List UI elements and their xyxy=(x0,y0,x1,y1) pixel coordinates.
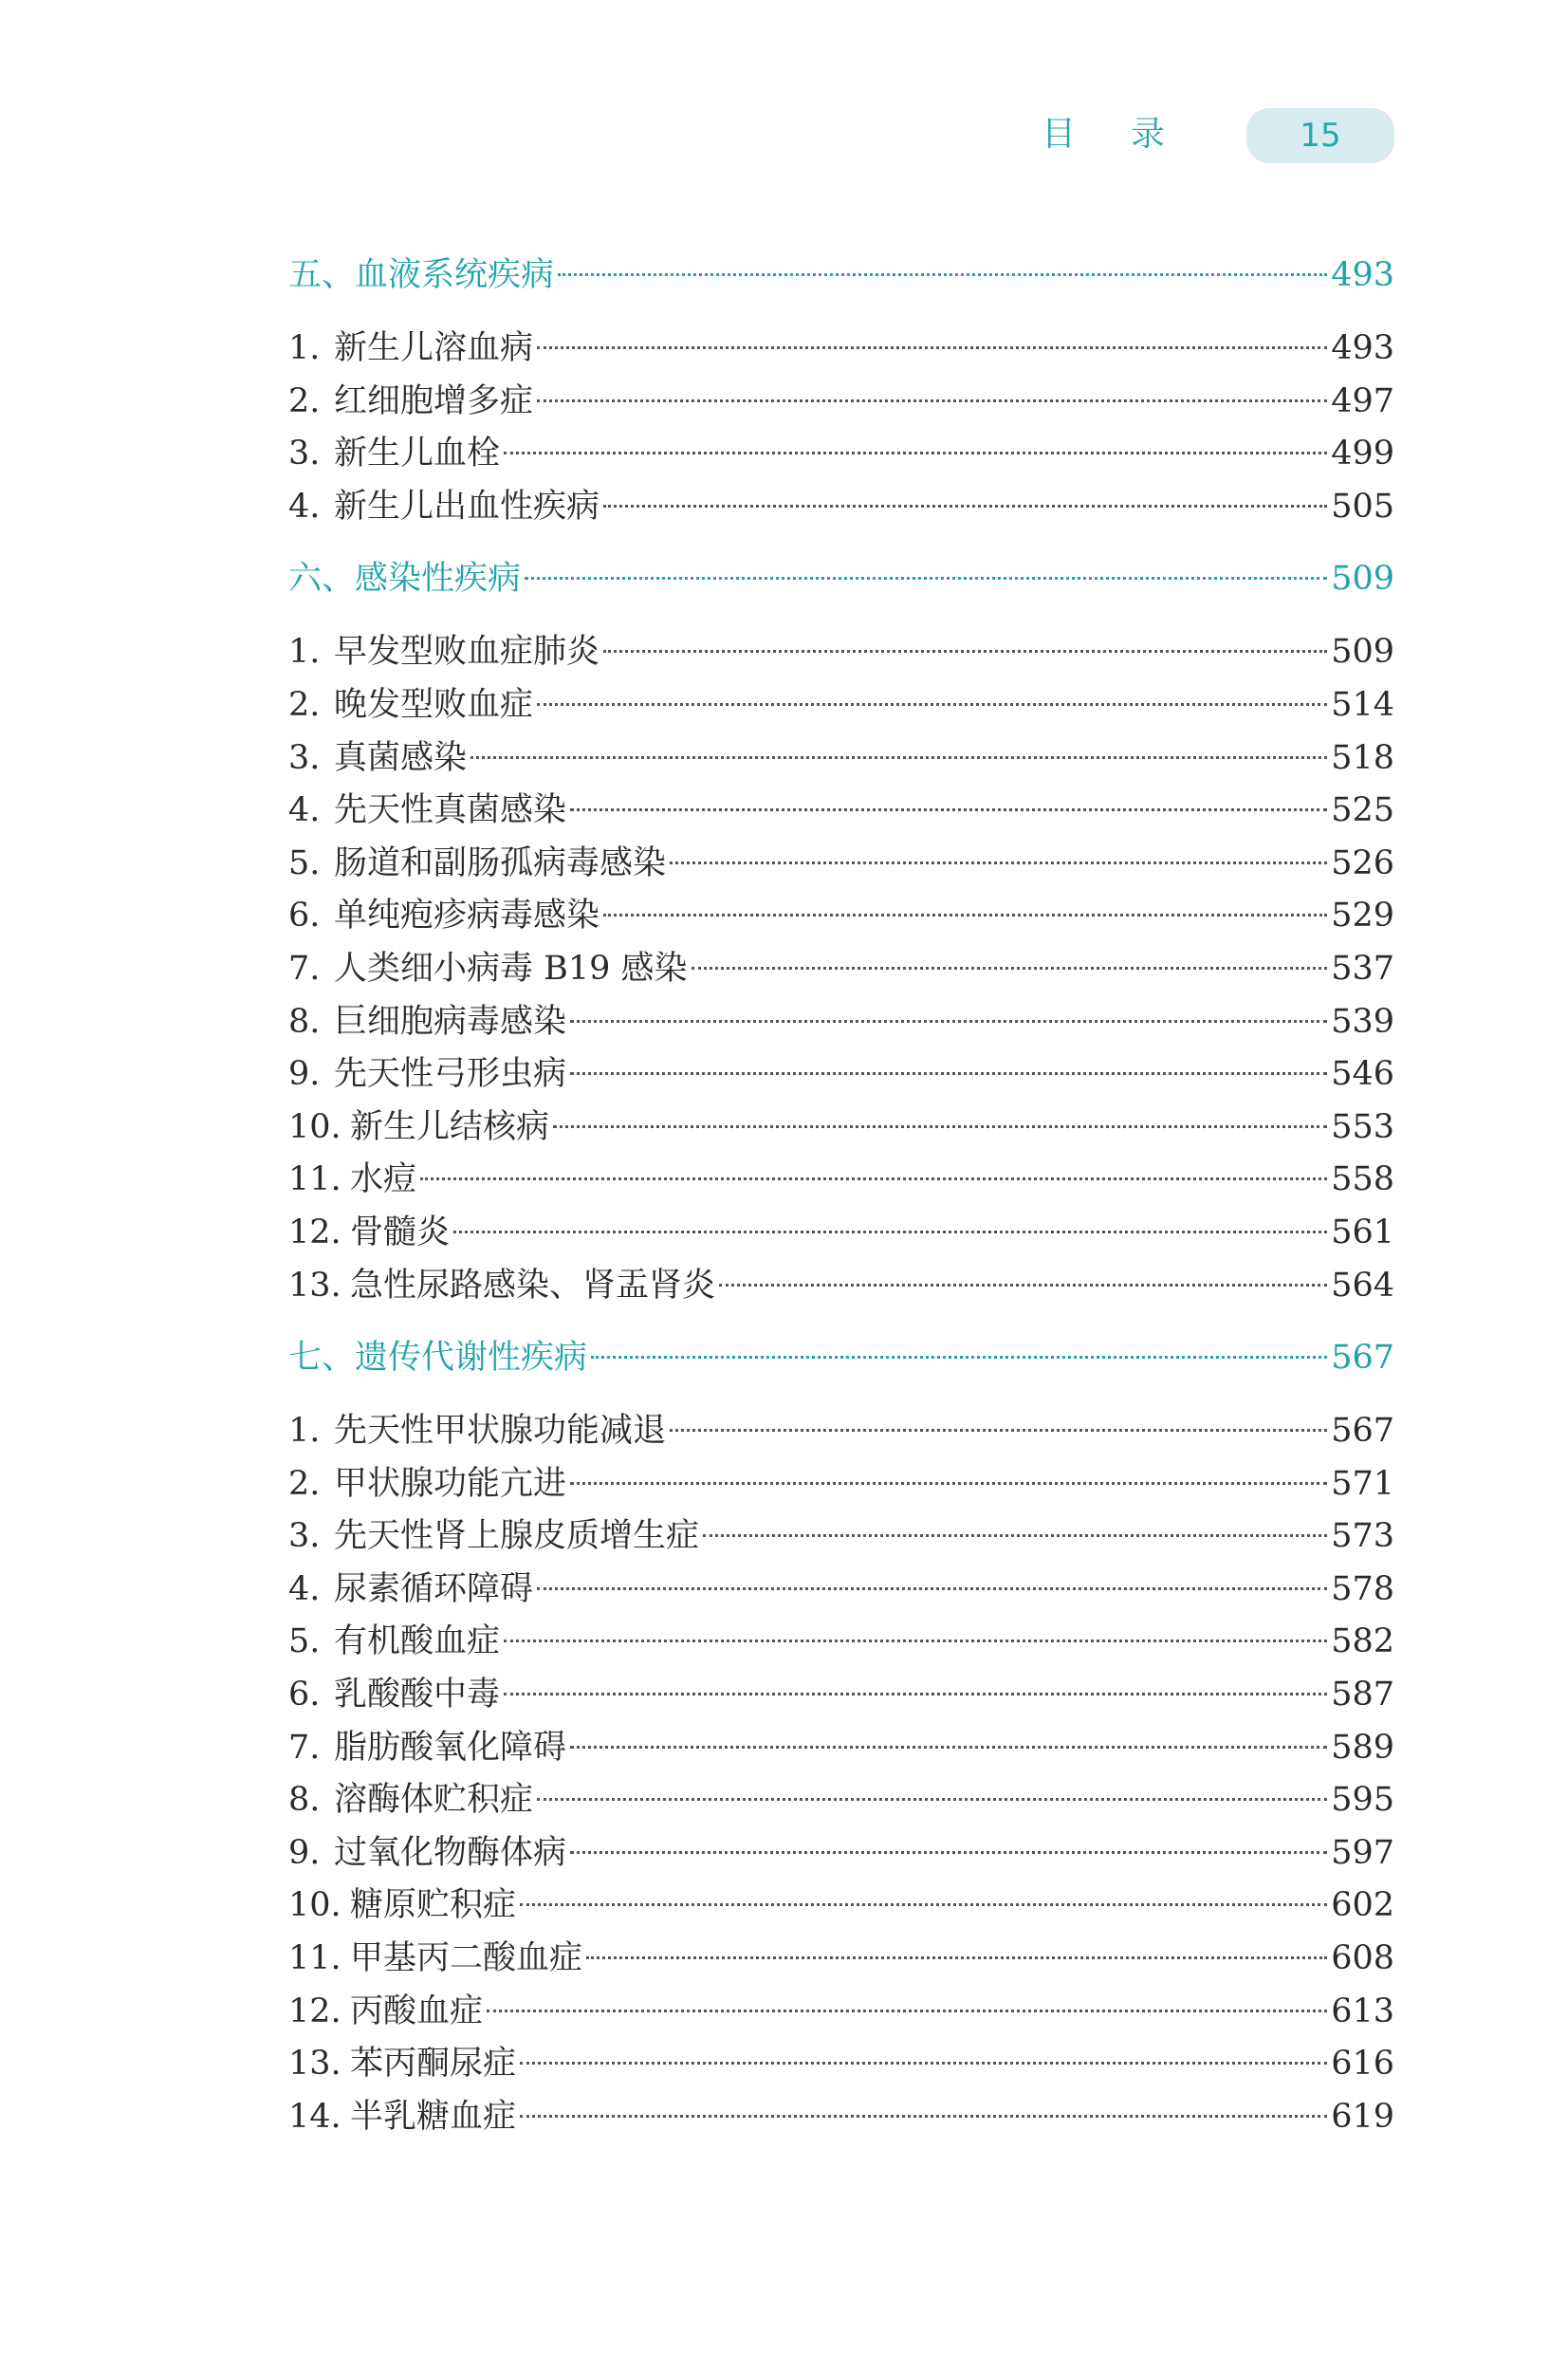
entry-page-number: 514 xyxy=(1331,685,1394,724)
entry-title: 甲状腺功能亢进 xyxy=(334,1464,567,1503)
toc-section-group xyxy=(288,1331,1394,2143)
entry-page-number: 558 xyxy=(1331,1160,1394,1199)
entry-page-number: 587 xyxy=(1331,1676,1394,1714)
entry-title: 先天性甲状腺功能减退 xyxy=(334,1412,667,1451)
entry-title: 乳酸酸中毒 xyxy=(334,1676,501,1714)
entry-title: 晚发型败血症 xyxy=(334,685,534,724)
entry-number: 1. xyxy=(288,1412,321,1451)
section-title: 七、遗传代谢性疾病 xyxy=(288,1339,588,1378)
toc-section-group xyxy=(288,552,1394,1312)
toc-entry[interactable] xyxy=(288,943,1394,996)
entry-title: 人类细小病毒 B19 感染 xyxy=(334,949,688,988)
toc-entry[interactable] xyxy=(288,2038,1394,2091)
entry-number: 13. xyxy=(288,2045,341,2084)
entry-number: 9. xyxy=(288,1833,321,1872)
toc-entry[interactable] xyxy=(288,1207,1394,1260)
dot-leader xyxy=(670,1429,1327,1432)
entry-title: 早发型败血症肺炎 xyxy=(334,633,600,672)
section-page-number: 493 xyxy=(1331,256,1394,294)
toc-entry[interactable] xyxy=(288,838,1394,891)
section-page-number: 509 xyxy=(1331,560,1394,599)
entry-number: 3. xyxy=(288,435,321,473)
entry-page-number: 561 xyxy=(1331,1213,1394,1251)
entry-number: 2. xyxy=(288,381,321,420)
entry-title: 先天性肾上腺皮质增生症 xyxy=(334,1517,700,1556)
dot-leader xyxy=(670,862,1327,864)
entry-number: 13. xyxy=(288,1266,341,1305)
dot-leader xyxy=(504,452,1327,454)
entry-number: 6. xyxy=(288,1676,321,1714)
entry-page-number: 597 xyxy=(1331,1833,1394,1872)
entry-page-number: 497 xyxy=(1331,381,1394,420)
section-page-number: 567 xyxy=(1331,1339,1394,1378)
dot-leader xyxy=(570,1020,1327,1023)
entry-title: 过氧化物酶体病 xyxy=(334,1833,567,1872)
dot-leader xyxy=(537,703,1327,706)
entry-page-number: 582 xyxy=(1331,1622,1394,1661)
entry-page-number: 553 xyxy=(1331,1107,1394,1146)
dot-leader xyxy=(525,577,1327,580)
entry-page-number: 505 xyxy=(1331,487,1394,526)
dot-leader xyxy=(558,273,1327,276)
toc-entry[interactable] xyxy=(288,1154,1394,1207)
entry-number: 10. xyxy=(288,1107,341,1146)
entry-number: 3. xyxy=(288,1517,321,1556)
entry-title: 骨髓炎 xyxy=(350,1213,451,1251)
toc-entry[interactable] xyxy=(288,1880,1394,1933)
section-title: 六、感染性疾病 xyxy=(288,560,522,599)
dot-leader xyxy=(570,808,1327,811)
entry-page-number: 613 xyxy=(1331,1992,1394,2030)
entry-number: 2. xyxy=(288,1464,321,1503)
entry-title: 水痘 xyxy=(350,1160,417,1199)
entry-page-number: 526 xyxy=(1331,843,1394,882)
entry-title: 先天性真菌感染 xyxy=(334,791,567,830)
dot-leader xyxy=(586,1956,1327,1959)
table-of-contents xyxy=(288,249,1394,2162)
toc-entry[interactable] xyxy=(288,1827,1394,1881)
entry-page-number: 537 xyxy=(1331,949,1394,988)
toc-entry[interactable] xyxy=(288,1616,1394,1669)
entry-page-number: 595 xyxy=(1331,1781,1394,1820)
toc-entry[interactable] xyxy=(288,1933,1394,1986)
entry-title: 急性尿路感染、肾盂肾炎 xyxy=(350,1266,716,1305)
entry-page-number: 571 xyxy=(1331,1464,1394,1503)
dot-leader xyxy=(453,1231,1327,1233)
entry-page-number: 589 xyxy=(1331,1728,1394,1767)
entry-title: 糖原贮积症 xyxy=(350,1886,517,1925)
header-title xyxy=(1042,106,1165,163)
entry-page-number: 573 xyxy=(1331,1517,1394,1556)
entry-title: 脂肪酸氧化障碍 xyxy=(334,1728,567,1767)
entry-title: 尿素循环障碍 xyxy=(334,1569,534,1608)
entry-page-number: 608 xyxy=(1331,1939,1394,1978)
entry-page-number: 539 xyxy=(1331,1002,1394,1041)
dot-leader xyxy=(487,2010,1327,2012)
toc-entry[interactable] xyxy=(288,2091,1394,2144)
entry-number: 10. xyxy=(288,1886,341,1925)
entry-title: 新生儿结核病 xyxy=(350,1107,550,1146)
header-title-char-2: 录 xyxy=(1131,115,1166,154)
toc-entry[interactable] xyxy=(288,1564,1394,1617)
entry-page-number: 616 xyxy=(1331,2045,1394,2084)
dot-leader xyxy=(537,1587,1327,1590)
toc-entry[interactable] xyxy=(288,732,1394,786)
header-title-char-1: 目 xyxy=(1042,115,1077,154)
dot-leader xyxy=(570,1851,1327,1854)
entry-page-number: 493 xyxy=(1331,329,1394,367)
entry-number: 7. xyxy=(288,949,321,988)
entry-number: 7. xyxy=(288,1728,321,1767)
section-title: 五、血液系统疾病 xyxy=(288,256,555,294)
entry-page-number: 546 xyxy=(1331,1055,1394,1094)
entry-title: 半乳糖血症 xyxy=(350,2097,517,2136)
page-header xyxy=(0,106,1568,167)
toc-entry[interactable] xyxy=(288,323,1394,376)
toc-entry[interactable] xyxy=(288,1722,1394,1775)
toc-entry[interactable] xyxy=(288,376,1394,429)
dot-leader xyxy=(603,914,1327,917)
entry-page-number: 529 xyxy=(1331,897,1394,936)
dot-leader xyxy=(553,1125,1327,1128)
toc-entry[interactable] xyxy=(288,1986,1394,2039)
dot-leader xyxy=(504,1640,1327,1642)
toc-entry[interactable] xyxy=(288,1260,1394,1313)
dot-leader xyxy=(570,1482,1327,1485)
entry-page-number: 564 xyxy=(1331,1266,1394,1305)
toc-entry[interactable] xyxy=(288,428,1394,481)
entry-title: 先天性弓形虫病 xyxy=(334,1055,567,1094)
entry-title: 苯丙酮尿症 xyxy=(350,2045,517,2084)
dot-leader xyxy=(692,967,1328,970)
toc-entry[interactable] xyxy=(288,1405,1394,1458)
dot-leader xyxy=(537,346,1327,349)
dot-leader xyxy=(570,1746,1327,1749)
entry-page-number: 499 xyxy=(1331,435,1394,473)
toc-entry[interactable] xyxy=(288,890,1394,943)
toc-section-heading[interactable] xyxy=(288,552,1394,605)
toc-section-heading[interactable] xyxy=(288,249,1394,302)
dot-leader xyxy=(537,399,1327,402)
entry-number: 14. xyxy=(288,2097,341,2136)
toc-entry[interactable] xyxy=(288,785,1394,838)
dot-leader xyxy=(719,1284,1327,1287)
entry-number: 9. xyxy=(288,1055,321,1094)
entry-title: 甲基丙二酸血症 xyxy=(350,1939,583,1978)
dot-leader xyxy=(537,1798,1327,1801)
entry-number: 12. xyxy=(288,1213,341,1251)
entry-title: 真菌感染 xyxy=(334,738,468,777)
toc-section-group xyxy=(288,249,1394,533)
toc-entry[interactable] xyxy=(288,481,1394,534)
toc-entry[interactable] xyxy=(288,1458,1394,1511)
entry-page-number: 518 xyxy=(1331,738,1394,777)
entry-number: 1. xyxy=(288,633,321,672)
entry-title: 单纯疱疹病毒感染 xyxy=(334,897,600,936)
dot-leader xyxy=(603,650,1327,653)
toc-entry[interactable] xyxy=(288,679,1394,732)
entry-number: 3. xyxy=(288,738,321,777)
page-number-badge: 15 xyxy=(1246,108,1394,163)
entry-title: 新生儿出血性疾病 xyxy=(334,487,600,526)
dot-leader xyxy=(504,1693,1327,1695)
entry-number: 6. xyxy=(288,897,321,936)
entry-number: 5. xyxy=(288,1622,321,1661)
entry-number: 4. xyxy=(288,487,321,526)
entry-page-number: 619 xyxy=(1331,2097,1394,2136)
entry-title: 丙酸血症 xyxy=(350,1992,484,2030)
entry-number: 5. xyxy=(288,843,321,882)
toc-entry[interactable] xyxy=(288,1774,1394,1827)
entry-number: 11. xyxy=(288,1939,341,1978)
entry-title: 新生儿溶血病 xyxy=(334,329,534,367)
dot-leader xyxy=(520,2115,1327,2118)
toc-entry[interactable] xyxy=(288,626,1394,679)
entry-title: 巨细胞病毒感染 xyxy=(334,1002,567,1041)
dot-leader xyxy=(591,1356,1327,1359)
entry-page-number: 525 xyxy=(1331,791,1394,830)
entry-title: 新生儿血栓 xyxy=(334,435,501,473)
toc-entry[interactable] xyxy=(288,1048,1394,1102)
entry-title: 有机酸血症 xyxy=(334,1622,501,1661)
dot-leader xyxy=(520,1903,1327,1906)
entry-page-number: 509 xyxy=(1331,633,1394,672)
entry-number: 1. xyxy=(288,329,321,367)
entry-title: 红细胞增多症 xyxy=(334,381,534,420)
entry-number: 2. xyxy=(288,685,321,724)
entry-page-number: 602 xyxy=(1331,1886,1394,1925)
entry-number: 8. xyxy=(288,1002,321,1041)
dot-leader xyxy=(520,2062,1327,2065)
dot-leader xyxy=(420,1177,1327,1180)
entry-title: 肠道和副肠孤病毒感染 xyxy=(334,843,667,882)
dot-leader xyxy=(470,756,1327,759)
entry-page-number: 567 xyxy=(1331,1412,1394,1451)
dot-leader xyxy=(603,505,1327,508)
toc-entry[interactable] xyxy=(288,1102,1394,1155)
toc-section-heading[interactable] xyxy=(288,1331,1394,1384)
entry-title: 溶酶体贮积症 xyxy=(334,1781,534,1820)
toc-entry[interactable] xyxy=(288,996,1394,1049)
dot-leader xyxy=(703,1534,1327,1537)
entry-number: 8. xyxy=(288,1781,321,1820)
entry-number: 4. xyxy=(288,791,321,830)
entry-number: 4. xyxy=(288,1569,321,1608)
toc-entry[interactable] xyxy=(288,1669,1394,1722)
dot-leader xyxy=(570,1072,1327,1075)
entry-page-number: 578 xyxy=(1331,1569,1394,1608)
entry-number: 11. xyxy=(288,1160,341,1199)
toc-entry[interactable] xyxy=(288,1510,1394,1564)
entry-number: 12. xyxy=(288,1992,341,2030)
